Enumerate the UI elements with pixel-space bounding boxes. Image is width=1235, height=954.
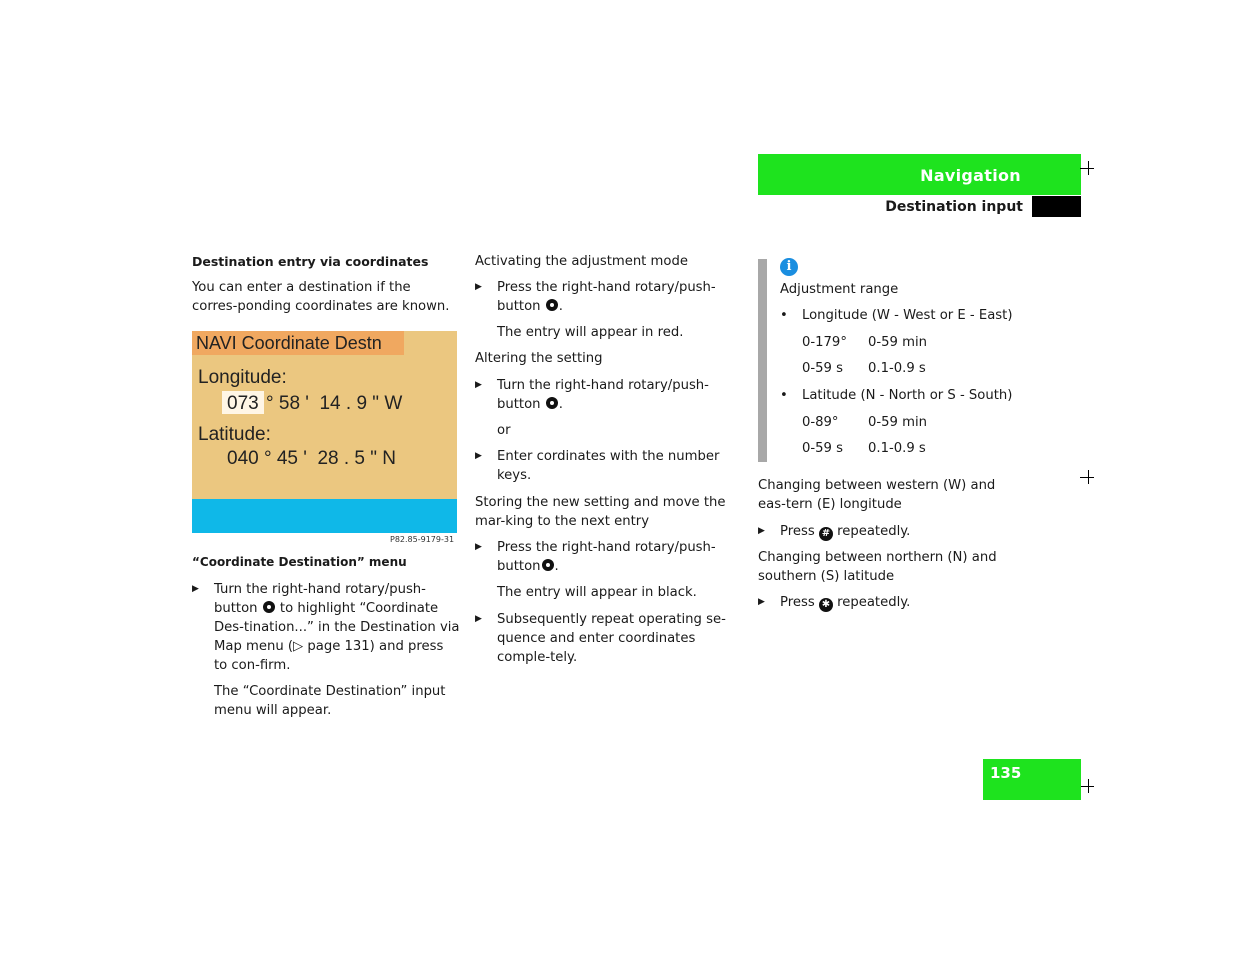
longitude-range-row xyxy=(780,359,1020,385)
screen-title-bar xyxy=(192,331,404,355)
step-text: Press xyxy=(780,595,815,610)
latitude-range-label: Latitude (N - North or S - South) xyxy=(802,388,1013,403)
range-value: 0-89° xyxy=(802,415,839,430)
latitude-range-row xyxy=(780,413,1020,439)
intro-text: You can enter a destination if the corres-ponding coordinates are known. xyxy=(192,280,450,314)
result-black: The entry will appear in black. xyxy=(497,585,697,600)
image-caption: “Coordinate Destination” menu xyxy=(192,555,407,569)
step-text: Enter cordinates with the number keys. xyxy=(497,449,720,483)
arrow-bullet-icon: ▶ xyxy=(758,597,765,607)
column-1-lower xyxy=(192,553,460,720)
step-text: Press the right-hand rotary/push-button xyxy=(497,280,716,314)
range-value: 0-59 min xyxy=(868,335,927,350)
range-value: 0-179° xyxy=(802,335,847,350)
header-bar xyxy=(758,154,1081,195)
column-2 xyxy=(475,252,745,667)
subheading-storing: Storing the new setting and move the mar-king to the next entry xyxy=(475,495,726,529)
range-value: 0-59 s xyxy=(802,441,843,456)
range-value: 0.1-0.9 s xyxy=(868,441,926,456)
latitude-label: Latitude: xyxy=(198,424,271,445)
longitude-rest: ° 58 ' 14 . 9 " W xyxy=(266,393,403,414)
latitude-range-row xyxy=(780,439,1020,465)
crop-mark-icon xyxy=(1080,779,1094,793)
longitude-label: Longitude: xyxy=(198,367,287,388)
section-heading: Destination entry via coordinates xyxy=(192,254,429,269)
longitude-degrees: 073 xyxy=(227,393,259,414)
step-turn-highlight xyxy=(192,580,460,675)
bullet-dot: • xyxy=(780,308,788,323)
result-text: The “Coordinate Destination” input menu will appear. xyxy=(214,684,446,718)
longitude-range-item xyxy=(780,306,1020,325)
image-code: P82.85-9179-31 xyxy=(390,535,455,544)
arrow-bullet-icon: ▶ xyxy=(475,614,482,624)
step-press-hash xyxy=(758,522,1020,541)
star-key-icon: ✱ xyxy=(819,598,833,612)
info-box-bar xyxy=(758,259,767,462)
step-text: Subsequently repeat operating se-quence and enter coordinates comple-tely. xyxy=(497,612,726,665)
arrow-bullet-icon: ▶ xyxy=(192,584,199,594)
arrow-bullet-icon: ▶ xyxy=(758,526,765,536)
step-text: Turn the right-hand rotary/push-button xyxy=(497,378,709,412)
bullet-dot: • xyxy=(780,388,788,403)
arrow-bullet-icon: ▶ xyxy=(475,282,482,292)
result-red: The entry will appear in red. xyxy=(497,325,684,340)
step-enter xyxy=(475,447,745,485)
step-press-store: ▶ Press the right-hand rotary/push-button . xyxy=(475,540,716,574)
ns-heading: Changing between northern (N) and southern (S) latitude xyxy=(758,550,997,584)
hash-key-icon: # xyxy=(819,527,833,541)
crop-mark-icon xyxy=(1080,161,1094,175)
step-text: repeatedly. xyxy=(837,595,911,610)
arrow-bullet-icon: ▶ xyxy=(475,380,482,390)
step-text: Press the right-hand rotary/push-button xyxy=(497,540,716,574)
latitude-range-item xyxy=(780,386,1020,405)
arrow-bullet-icon: ▶ xyxy=(475,451,482,461)
we-heading: Changing between western (W) and eas-tern (E) longitude xyxy=(758,478,996,512)
subheading-activating: Activating the adjustment mode xyxy=(475,254,688,269)
rotary-knob-icon xyxy=(263,601,275,613)
rotary-knob-icon xyxy=(542,559,554,571)
page-number-box xyxy=(983,759,1081,800)
info-icon: i xyxy=(780,258,798,276)
step-text: to highlight “Coordinate Des-tination...” in the Destination via Map menu (▷ page 131) and press to con-firm. xyxy=(214,601,460,673)
section-title: Destination input xyxy=(885,199,1023,215)
step-repeat xyxy=(475,610,745,667)
navi-screen-image xyxy=(192,331,457,533)
step-turn: ▶ Turn the right-hand rotary/push-button . xyxy=(475,378,709,412)
column-3 xyxy=(758,476,1020,612)
step-press-star xyxy=(758,593,1020,612)
step-text: Turn the right-hand rotary/push-button xyxy=(214,582,426,616)
screen-title: NAVI Coordinate Destn xyxy=(196,333,382,353)
arrow-bullet-icon: ▶ xyxy=(475,542,482,552)
step-text: Press xyxy=(780,524,815,539)
or-text: or xyxy=(497,423,511,438)
page-number: 135 xyxy=(990,764,1022,782)
subheading-altering: Altering the setting xyxy=(475,351,603,366)
chapter-title: Navigation xyxy=(920,166,1021,185)
range-value: 0-59 s xyxy=(802,361,843,376)
header-marker-block xyxy=(1032,196,1081,217)
longitude-range-label: Longitude (W - West or E - East) xyxy=(802,308,1013,323)
info-box xyxy=(780,280,1020,465)
range-value: 0.1-0.9 s xyxy=(868,361,926,376)
info-title: Adjustment range xyxy=(780,282,899,297)
longitude-range-row xyxy=(780,333,1020,359)
rotary-knob-icon xyxy=(546,397,558,409)
latitude-value: 040 ° 45 ' 28 . 5 " N xyxy=(227,448,397,469)
rotary-knob-icon xyxy=(546,299,558,311)
range-value: 0-59 min xyxy=(868,415,927,430)
crop-mark-icon xyxy=(1080,470,1094,484)
step-press: ▶ Press the right-hand rotary/push-button . xyxy=(475,280,716,314)
screen-status-strip xyxy=(192,499,457,533)
step-text: repeatedly. xyxy=(837,524,911,539)
column-1 xyxy=(192,252,460,316)
